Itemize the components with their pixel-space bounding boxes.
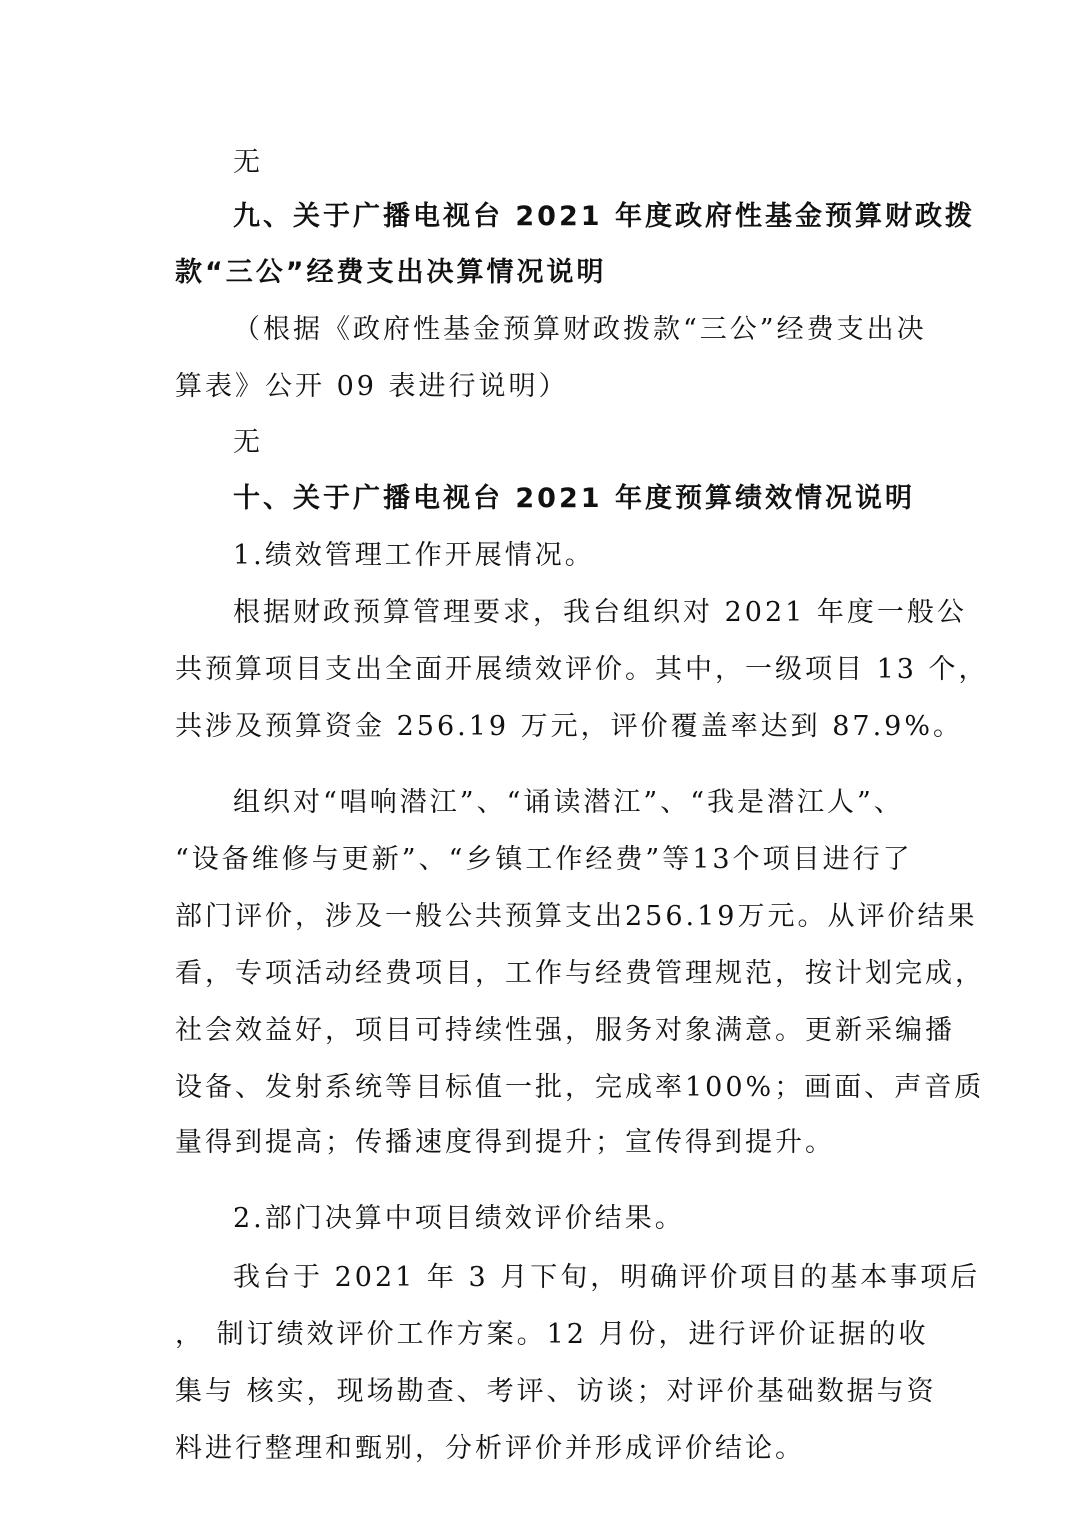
para-3-line-2: ， 制订绩效评价工作方案。12 月份，进行评价证据的收 (175, 1319, 929, 1350)
none-text-1: 无 (233, 147, 263, 178)
para-1-line-3: 共涉及预算资金 256.19 万元，评价覆盖率达到 87.9%。 (175, 711, 963, 742)
para-2-line-1: 组织对“唱响潜江”、“诵读潜江”、“我是潜江人”、 (233, 787, 904, 818)
para-3-line-1: 我台于 2021 年 3 月下旬，明确评价项目的基本事项后 (233, 1262, 981, 1293)
item-2-title: 2.部门决算中项目绩效评价结果。 (233, 1203, 685, 1234)
none-text-2: 无 (233, 427, 263, 458)
item-1-title: 1.绩效管理工作开展情况。 (233, 540, 595, 571)
section-9-heading-line-2: 款“三公”经费支出决算情况说明 (175, 257, 607, 288)
para-2-line-3: 部门评价，涉及一般公共预算支出256.19万元。从评价结果 (175, 901, 978, 932)
para-2-line-4: 看，专项活动经费项目，工作与经费管理规范，按计划完成， (175, 958, 985, 989)
para-3-line-4: 料进行整理和甄别，分析评价并形成评价结论。 (175, 1433, 805, 1464)
section-10-heading: 十、关于广播电视台 2021 年度预算绩效情况说明 (233, 483, 915, 514)
para-2-line-5: 社会效益好，项目可持续性强，服务对象满意。更新采编播 (175, 1015, 955, 1046)
section-9-note-line-2: 算表》公开 09 表进行说明） (175, 371, 569, 402)
para-2-line-2: “设备维修与更新”、“乡镇工作经费”等13个项目进行了 (175, 844, 913, 875)
section-9-heading-line-1: 九、关于广播电视台 2021 年度政府性基金预算财政拨 (233, 201, 975, 232)
para-2-line-6: 设备、发射系统等目标值一批，完成率100%；画面、声音质 (175, 1072, 985, 1103)
section-9-note-line-1: （根据《政府性基金预算财政拨款“三公”经费支出决 (233, 314, 927, 345)
para-1-line-2: 共预算项目支出全面开展绩效评价。其中，一级项目 13 个， (175, 654, 989, 685)
para-2-line-7: 量得到提高；传播速度得到提升；宣传得到提升。 (175, 1127, 835, 1158)
para-1-line-1: 根据财政预算管理要求，我台组织对 2021 年度一般公 (233, 597, 967, 628)
para-3-line-3: 集与 核实，现场勘查、考评、访谈；对评价基础数据与资 (175, 1376, 937, 1407)
